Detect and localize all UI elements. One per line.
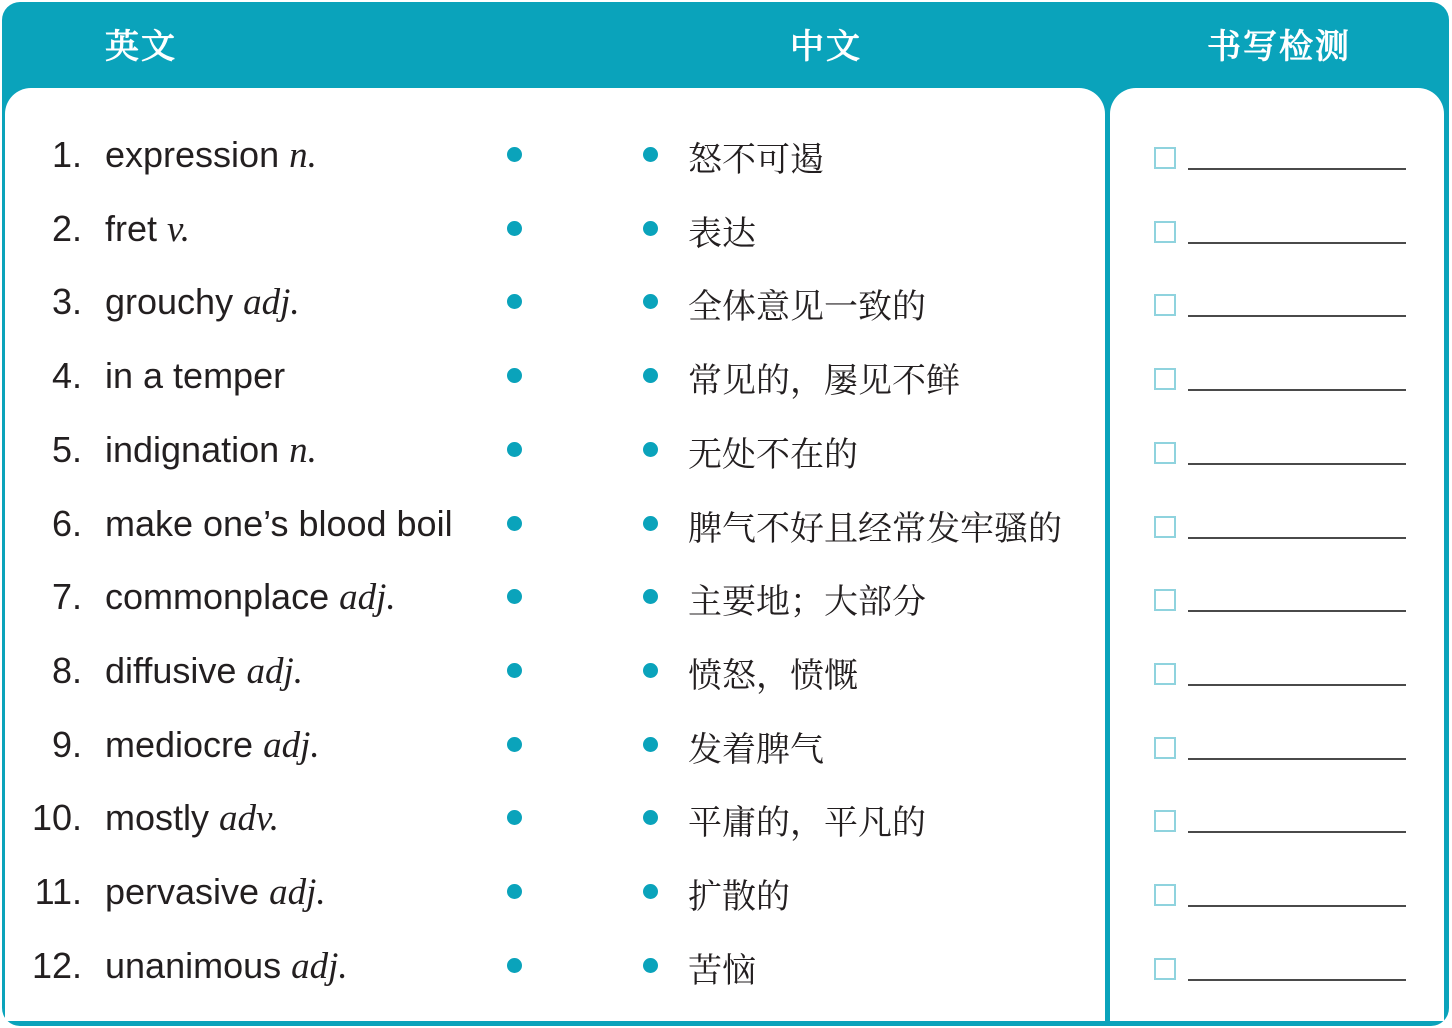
- match-dot-right[interactable]: [643, 221, 658, 236]
- english-term: [105, 134, 317, 177]
- english-term: [105, 797, 279, 840]
- chinese-meaning: 表达: [688, 213, 756, 254]
- item-number: 11.: [34, 871, 82, 912]
- english-term: [105, 429, 317, 472]
- english-word: indignation: [105, 428, 280, 470]
- english-word: in a temper: [105, 355, 286, 397]
- match-dot-right[interactable]: [643, 442, 658, 457]
- item-number: 1.: [51, 134, 82, 175]
- english-term: [105, 208, 190, 251]
- chinese-meaning: 全体意见一致的: [688, 287, 926, 328]
- check-checkbox[interactable]: [1154, 147, 1176, 169]
- english-word: expression: [105, 134, 280, 175]
- writing-line[interactable]: [1188, 389, 1406, 391]
- part-of-speech: adj.: [243, 282, 300, 324]
- check-checkbox[interactable]: [1154, 368, 1176, 390]
- part-of-speech: n.: [289, 135, 317, 176]
- match-dot-left[interactable]: [507, 368, 522, 383]
- item-number: 6.: [51, 502, 82, 544]
- english-term: [105, 724, 320, 767]
- vocab-row: [0, 861, 1452, 921]
- match-dot-left[interactable]: [507, 884, 522, 899]
- match-dot-right[interactable]: [643, 516, 658, 531]
- match-dot-left[interactable]: [507, 442, 522, 457]
- match-dot-right[interactable]: [643, 663, 658, 678]
- english-term: [105, 281, 300, 324]
- match-dot-right[interactable]: [643, 368, 658, 383]
- vocab-row: [0, 124, 1452, 184]
- item-number: 5.: [51, 428, 82, 470]
- english-term: [105, 871, 326, 914]
- chinese-meaning: 无处不在的: [688, 434, 858, 475]
- vocab-row: [0, 493, 1452, 553]
- match-dot-left[interactable]: [507, 516, 522, 531]
- vocab-row: [0, 787, 1452, 847]
- chinese-meaning: 常见的，屡见不鲜: [688, 361, 960, 402]
- english-term: [105, 503, 453, 546]
- match-dot-left[interactable]: [507, 589, 522, 604]
- english-word: unanimous: [105, 944, 282, 986]
- part-of-speech: v.: [167, 208, 190, 250]
- english-word: commonplace: [105, 576, 330, 618]
- check-checkbox[interactable]: [1154, 516, 1176, 538]
- check-checkbox[interactable]: [1154, 294, 1176, 316]
- writing-line[interactable]: [1188, 315, 1406, 317]
- item-number: 4.: [51, 355, 82, 397]
- chinese-meaning: 主要地；大部分: [688, 582, 926, 623]
- header-english: 英文: [105, 27, 177, 67]
- vocab-row: [0, 345, 1452, 405]
- check-checkbox[interactable]: [1154, 884, 1176, 906]
- item-number: 7.: [51, 576, 82, 618]
- writing-line[interactable]: [1188, 168, 1406, 170]
- match-dot-left[interactable]: [507, 221, 522, 236]
- writing-line[interactable]: [1188, 684, 1406, 686]
- match-dot-right[interactable]: [643, 589, 658, 604]
- item-number: 10.: [31, 797, 82, 839]
- vocab-row: [0, 419, 1452, 479]
- vocab-row: [0, 198, 1452, 258]
- writing-line[interactable]: [1188, 758, 1406, 760]
- english-term: [105, 576, 396, 619]
- english-term: [105, 945, 348, 988]
- writing-line[interactable]: [1188, 905, 1406, 907]
- writing-line[interactable]: [1188, 610, 1406, 612]
- part-of-speech: adv.: [219, 798, 279, 840]
- chinese-meaning: 平庸的，平凡的: [688, 803, 926, 844]
- writing-line[interactable]: [1188, 831, 1406, 833]
- match-dot-right[interactable]: [643, 958, 658, 973]
- item-number: 8.: [51, 649, 82, 691]
- match-dot-left[interactable]: [507, 663, 522, 678]
- vocab-row: [0, 271, 1452, 331]
- header-writing-check: 书写检测: [1207, 27, 1351, 67]
- check-checkbox[interactable]: [1154, 810, 1176, 832]
- writing-line[interactable]: [1188, 979, 1406, 981]
- part-of-speech: adj.: [291, 945, 348, 987]
- match-dot-right[interactable]: [643, 810, 658, 825]
- english-word: diffusive: [105, 649, 237, 691]
- vocab-row: [0, 714, 1452, 774]
- match-dot-left[interactable]: [507, 810, 522, 825]
- chinese-meaning: 扩散的: [688, 877, 790, 917]
- part-of-speech: adj.: [269, 872, 326, 913]
- item-number: 12.: [31, 944, 82, 986]
- chinese-meaning: 脾气不好且经常发牢骚的: [688, 508, 1062, 549]
- chinese-meaning: 苦恼: [688, 950, 756, 991]
- match-dot-right[interactable]: [643, 737, 658, 752]
- english-word: fret: [105, 207, 158, 249]
- check-checkbox[interactable]: [1154, 737, 1176, 759]
- english-word: mediocre: [105, 723, 254, 765]
- match-dot-left[interactable]: [507, 147, 522, 162]
- english-word: make one’s blood boil: [105, 502, 453, 544]
- check-checkbox[interactable]: [1154, 958, 1176, 980]
- english-term: [105, 650, 303, 693]
- header-chinese: 中文: [790, 27, 862, 67]
- match-dot-left[interactable]: [507, 737, 522, 752]
- chinese-meaning: 发着脾气: [688, 729, 824, 770]
- match-dot-right[interactable]: [643, 147, 658, 162]
- check-checkbox[interactable]: [1154, 589, 1176, 611]
- english-word: grouchy: [105, 281, 234, 323]
- writing-line[interactable]: [1188, 242, 1406, 244]
- writing-line[interactable]: [1188, 537, 1406, 539]
- part-of-speech: adj.: [263, 724, 320, 766]
- check-checkbox[interactable]: [1154, 663, 1176, 685]
- vocab-row: [0, 935, 1452, 995]
- check-checkbox[interactable]: [1154, 221, 1176, 243]
- match-dot-left[interactable]: [507, 958, 522, 973]
- vocab-row: [0, 640, 1452, 700]
- part-of-speech: adj.: [246, 650, 303, 692]
- match-dot-right[interactable]: [643, 294, 658, 309]
- chinese-meaning: 怒不可遏: [688, 140, 824, 180]
- item-number: 3.: [51, 281, 82, 323]
- english-word: pervasive: [105, 871, 260, 912]
- vocab-row: [0, 566, 1452, 626]
- english-word: mostly: [105, 797, 210, 839]
- item-number: 9.: [51, 723, 82, 765]
- part-of-speech: adj.: [339, 577, 396, 619]
- part-of-speech: n.: [289, 429, 317, 471]
- item-number: 2.: [51, 207, 82, 249]
- check-checkbox[interactable]: [1154, 442, 1176, 464]
- english-term: [105, 355, 285, 398]
- chinese-meaning: 愤怒，愤慨: [688, 655, 858, 696]
- writing-line[interactable]: [1188, 463, 1406, 465]
- match-dot-left[interactable]: [507, 294, 522, 309]
- match-dot-right[interactable]: [643, 884, 658, 899]
